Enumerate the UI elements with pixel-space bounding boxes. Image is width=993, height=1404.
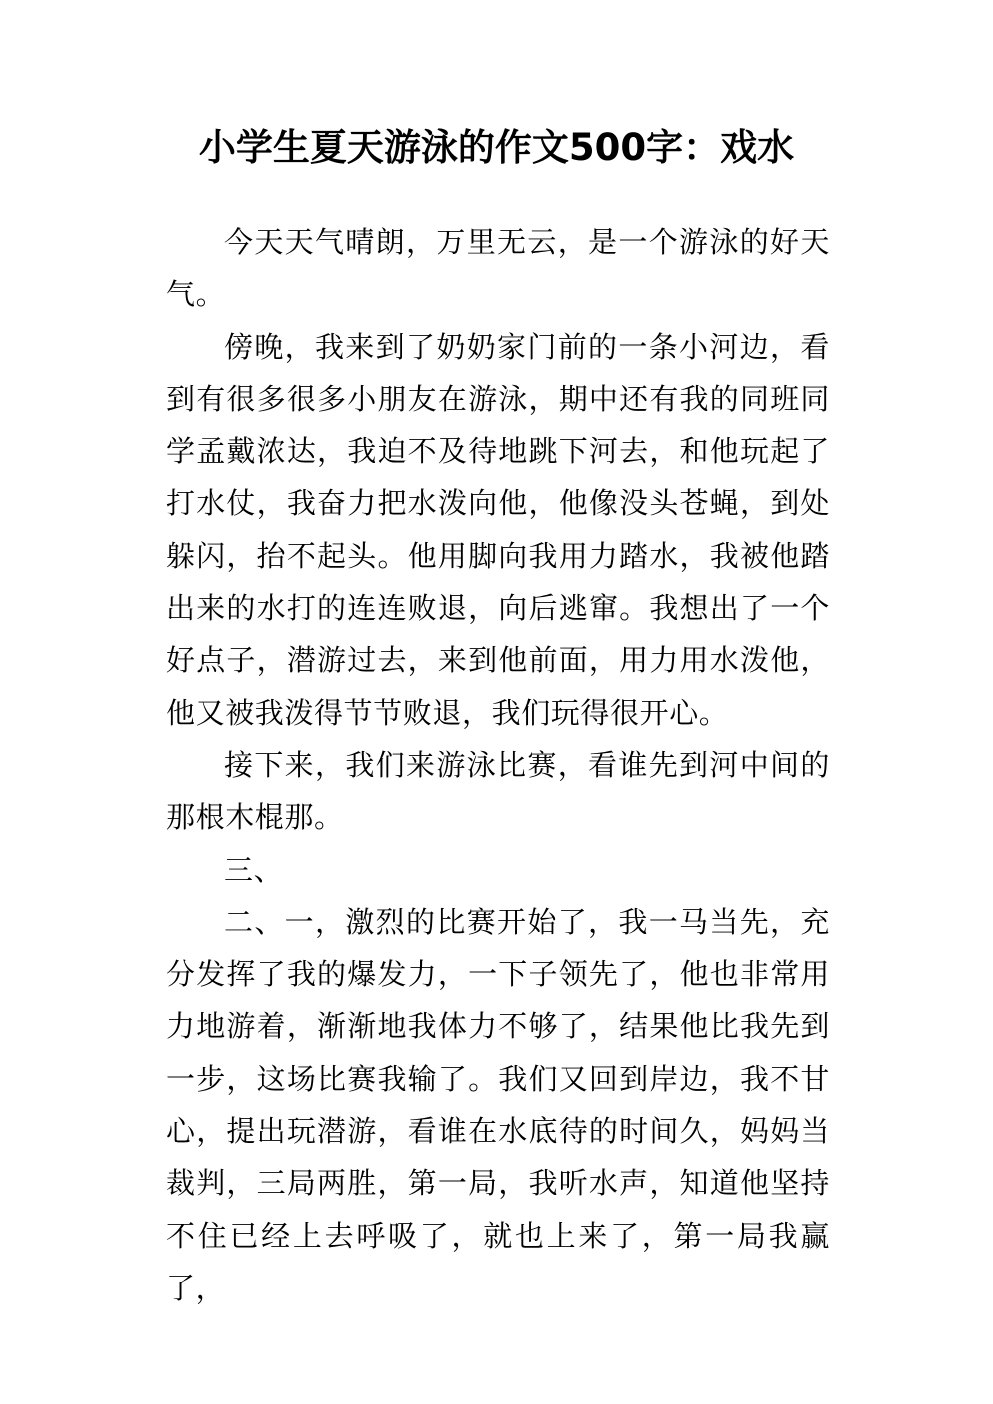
document-title: 小学生夏天游泳的作文500字：戏水 (198, 126, 795, 169)
paragraph-2: 傍晚，我来到了奶奶家门前的一条小河边，看到有很多很多小朋友在游泳，期中还有我的同班同学孟戴浓达，我迫不及待地跳下河去，和他玩起了打水仗，我奋力把水泼向他，他像没头苍蝇，到处躲闪，抬不起头。他用脚向我用力踏水，我被他踏出来的水打的连连败退，向后逃窜。我想出了一个好点子，潜游过去，来到他前面，用力用水泼他，他又被我泼得节节败退，我们玩得很开心。 (166, 329, 830, 730)
paragraph-3: 接下来，我们来游泳比赛，看谁先到河中间的那根木棍那。 (166, 747, 830, 835)
paragraph-4: 三、 (224, 852, 284, 887)
document-body (166, 216, 830, 1314)
paragraph-5: 二、一，激烈的比赛开始了，我一马当先，充分发挥了我的爆发力，一下子领先了，他也非常用力地游着，渐渐地我体力不够了，结果他比我先到一步，这场比赛我输了。我们又回到岸边，我不甘心，提出玩潜游，看谁在水底待的时间久，妈妈当裁判，三局两胜，第一局，我听水声，知道他坚持不住已经上去呼吸了，就也上来了，第一局我赢了， (166, 904, 830, 1305)
paragraph-1: 今天天气晴朗，万里无云，是一个游泳的好天气。 (166, 225, 830, 312)
